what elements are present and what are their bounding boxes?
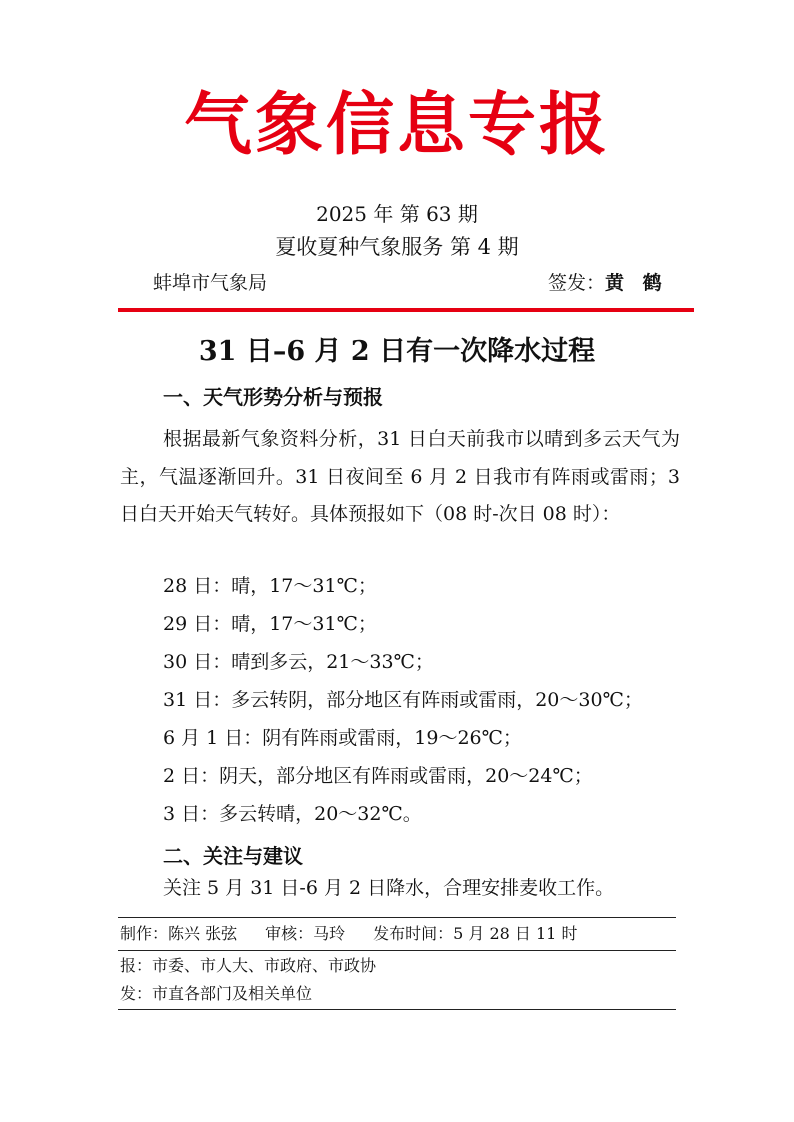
footer-credits-row — [120, 926, 577, 942]
issuing-organization: 蚌埠市气象局 — [153, 272, 268, 294]
forecast-item: 6 月 1 日：阴有阵雨或雷雨，19～26℃； — [163, 727, 522, 749]
distribution-recipients: 发：市直各部门及相关单位 — [120, 984, 313, 1003]
footer-top-rule — [118, 917, 676, 918]
signer-block — [548, 274, 668, 293]
report-recipients: 报：市委、市人大、市政府、市政协 — [120, 956, 377, 975]
signer-name: 黄 鹤 — [605, 272, 668, 294]
section-title-advice: 二、关注与建议 — [163, 844, 303, 868]
daily-forecast-list — [163, 567, 643, 833]
advice-text: 关注 5 月 31 日-6 月 2 日降水，合理安排麦收工作。 — [163, 877, 615, 899]
sign-label: 签发： — [548, 272, 606, 294]
forecast-item: 31 日：多云转阴，部分地区有阵雨或雷雨，20～30℃； — [163, 689, 643, 711]
section-title-forecast: 一、天气形势分析与预报 — [163, 385, 383, 409]
red-divider — [118, 308, 694, 312]
footer-middle-rule — [118, 950, 676, 951]
report-headline: 31 日–6 月 2 日有一次降水过程 — [198, 336, 596, 367]
forecast-item: 30 日：晴到多云，21～33℃； — [163, 651, 434, 673]
forecast-item: 2 日：阴天，部分地区有阵雨或雷雨，20～24℃； — [163, 765, 593, 787]
forecast-item: 28 日：晴，17～31℃； — [163, 575, 377, 597]
release-time: 发布时间：5 月 28 日 11 时 — [373, 924, 578, 943]
issue-number: 2025 年 第 63 期 — [316, 202, 478, 226]
forecast-item: 3 日：多云转晴，20～32℃。 — [163, 803, 422, 825]
forecast-summary-paragraph: 根据最新气象资料分析，31 日白天前我市以晴到多云天气为主，气温逐渐回升。31 日夜间至 6 月 2 日我市有阵雨或雷雨；3 日白天开始天气转好。具体预报如下（08 时-次日 08 时）： — [120, 428, 680, 525]
reviewer: 审核：马玲 — [265, 924, 346, 943]
forecast-item: 29 日：晴，17～31℃； — [163, 613, 377, 635]
masthead-title: 气象信息专报 — [183, 86, 610, 165]
series-issue-number: 夏收夏种气象服务 第 4 期 — [275, 235, 519, 259]
footer-bottom-rule — [118, 1009, 676, 1010]
producers: 制作：陈兴 张弦 — [120, 924, 238, 943]
